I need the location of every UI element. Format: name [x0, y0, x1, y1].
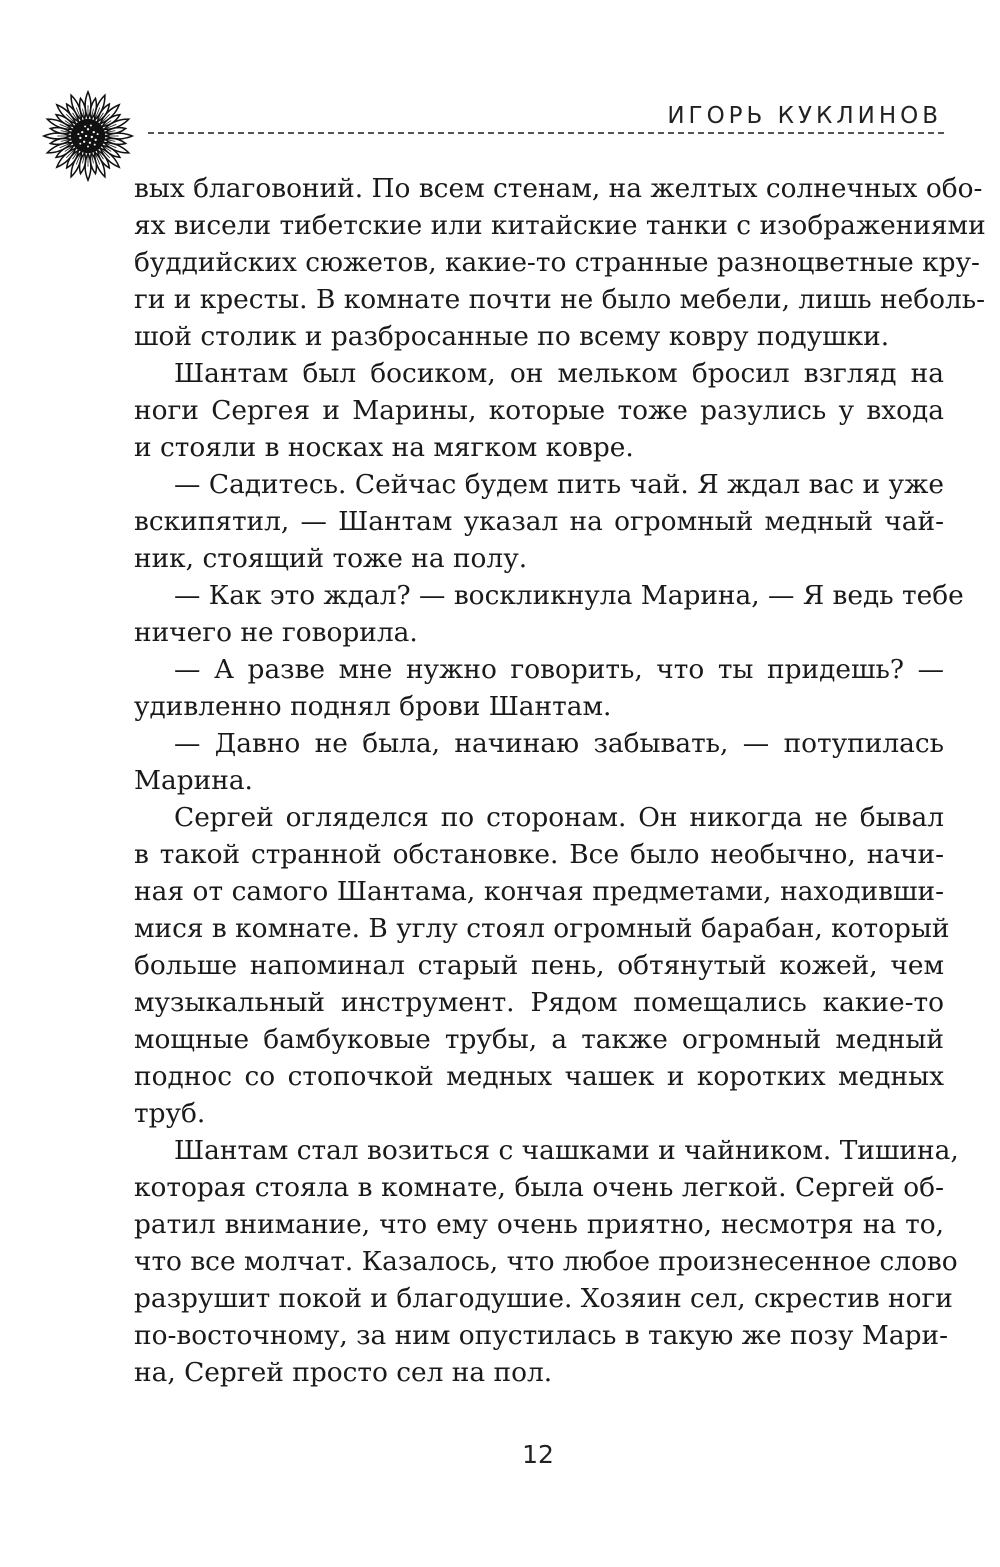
- text-line: — Как это ждал? — воскликнула Марина, — Я ведь тебе: [174, 580, 964, 611]
- text-line: ях висели тибетские или китайские танки с изображениями: [134, 210, 986, 241]
- text-line: что все молчат. Казалось, что любое произнесенное слово: [134, 1246, 958, 1277]
- header-dashed-divider: [148, 132, 944, 134]
- text-line: Марина.: [134, 765, 253, 796]
- text-line: вых благовоний. По всем стенам, на желтых солнечных обо-: [134, 173, 983, 204]
- text-line: в такой странной обстановке. Все было необычно, начи-: [134, 839, 944, 870]
- paragraph: [134, 577, 964, 651]
- sunflower-icon: [40, 88, 136, 184]
- paragraph: [134, 1132, 959, 1391]
- text-line: ничего не говорила.: [134, 617, 418, 648]
- text-line: ноги Сергея и Марины, которые тоже разулись у входа: [134, 395, 944, 426]
- paragraph: [134, 170, 986, 355]
- text-line: поднос со стопочкой медных чашек и коротких медных: [134, 1061, 944, 1092]
- text-line: буддийских сюжетов, какие-то странные разноцветные кру-: [134, 247, 980, 278]
- text-line: — Давно не была, начинаю забывать, — потупилась: [174, 728, 944, 759]
- text-line: — А разве мне нужно говорить, что ты придешь? —: [174, 654, 944, 685]
- text-line: удивленно поднял брови Шантам.: [134, 691, 612, 722]
- text-line: труб.: [134, 1098, 206, 1129]
- text-line: больше напоминал старый пень, обтянутый кожей, чем: [134, 950, 944, 981]
- body-text: [134, 170, 986, 1391]
- text-line: — Садитесь. Сейчас будем пить чай. Я ждал вас и уже: [174, 469, 944, 500]
- text-line: ная от самого Шантама, кончая предметами, находивши-: [134, 876, 944, 907]
- text-line: разрушит покой и благодушие. Хозяин сел, скрестив ноги: [134, 1283, 953, 1314]
- text-line: мися в комнате. В углу стоял огромный барабан, который: [134, 913, 950, 944]
- text-line: ник, стоящий тоже на полу.: [134, 543, 528, 574]
- text-line: шой столик и разбросанные по всему ковру подушки.: [134, 321, 890, 352]
- text-line: музыкальный инструмент. Рядом помещались какие-то: [134, 987, 944, 1018]
- text-line: на, Сергей просто сел на пол.: [134, 1357, 553, 1388]
- running-head-author: ИГОРЬ КУКЛИНОВ: [667, 103, 942, 129]
- text-line: вскипятил, — Шантам указал на огромный медный чай-: [134, 506, 944, 537]
- page-number: 12: [522, 1440, 554, 1469]
- text-line: ратил внимание, что ему очень приятно, несмотря на то,: [134, 1209, 944, 1240]
- paragraph: [134, 725, 944, 799]
- text-line: Шантам стал возиться с чашками и чайником. Тишина,: [174, 1135, 959, 1166]
- text-line: Шантам был босиком, он мельком бросил взгляд на: [174, 358, 944, 389]
- text-line: по-восточному, за ним опустилась в такую же позу Мари-: [134, 1320, 948, 1351]
- paragraph: [134, 466, 944, 577]
- paragraph: [134, 355, 944, 466]
- text-line: и стояли в носках на мягком ковре.: [134, 432, 634, 463]
- text-line: Сергей огляделся по сторонам. Он никогда не бывал: [174, 802, 944, 833]
- text-line: которая стояла в комнате, была очень легкой. Сергей об-: [134, 1172, 944, 1203]
- paragraph: [134, 799, 950, 1132]
- paragraph: [134, 651, 944, 725]
- text-line: ги и кресты. В комнате почти не было мебели, лишь неболь-: [134, 284, 986, 315]
- text-line: мощные бамбуковые трубы, а также огромный медный: [134, 1024, 944, 1055]
